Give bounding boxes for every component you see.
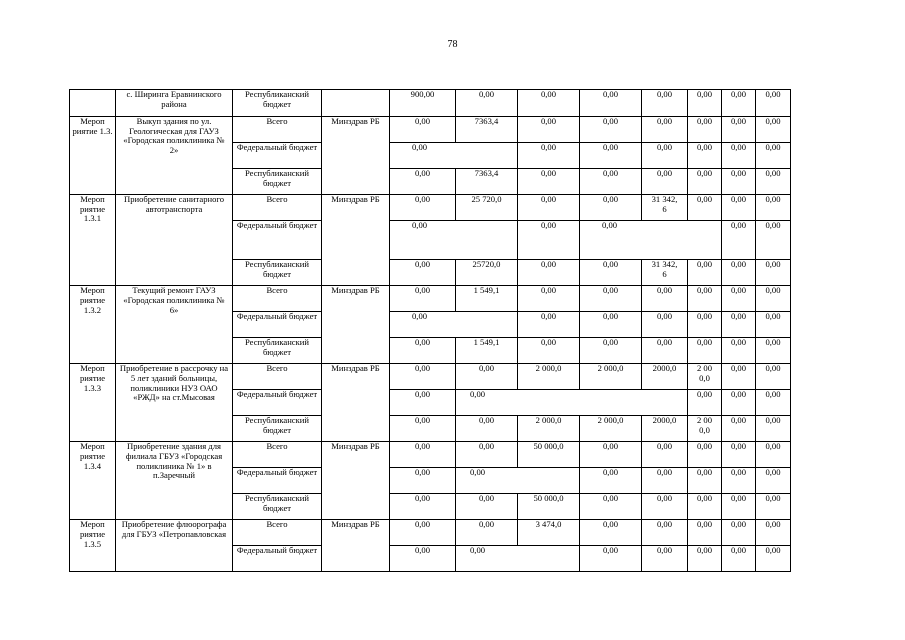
value-cell: 0,00 xyxy=(722,364,756,390)
value-cell: 0,00 xyxy=(456,494,518,520)
value-cell: 0,00 xyxy=(390,195,456,221)
value-cell: 0,00 xyxy=(518,221,580,260)
value-cell: 50 000,0 xyxy=(518,494,580,520)
value-cell: 0,00 xyxy=(642,143,688,169)
value-cell: 0,00 xyxy=(456,442,518,468)
value-cell: 2 000,0 xyxy=(580,364,642,390)
value-cell: 0,00 xyxy=(756,390,791,416)
value-cell: 2 00 0,0 xyxy=(688,364,722,390)
value-cell: 0,00 xyxy=(580,169,642,195)
value-cell: 0,00 xyxy=(390,169,456,195)
value-cell: 0,00 xyxy=(390,338,456,364)
value-cell: 0,00 xyxy=(756,169,791,195)
page-number: 78 xyxy=(447,39,458,50)
value-cell: 0,00 xyxy=(756,195,791,221)
executor-cell: Минздрав РБ xyxy=(322,442,390,520)
funding-source-cell: Федеральный бюджет xyxy=(233,546,322,572)
value-cell: 0,00 xyxy=(580,221,722,260)
value-cell: 0,00 xyxy=(390,494,456,520)
event-cell: Мероп риятие 1.3.1 xyxy=(70,195,116,286)
funding-source-cell: Всего xyxy=(233,520,322,546)
value-cell: 0,00 xyxy=(580,546,642,572)
value-cell: 0,00 xyxy=(580,260,642,286)
value-cell: 0,00 xyxy=(688,312,722,338)
value-cell: 0,00 xyxy=(688,390,722,416)
value-cell: 0,00 xyxy=(722,117,756,143)
funding-source-cell: Федеральный бюджет xyxy=(233,390,322,416)
value-cell: 0,00 xyxy=(642,169,688,195)
funding-source-cell: Федеральный бюджет xyxy=(233,312,322,338)
value-cell: 0,00 xyxy=(518,117,580,143)
value-cell: 0,00 xyxy=(390,416,456,442)
executor-cell xyxy=(322,90,390,117)
value-cell: 0,00 xyxy=(688,520,722,546)
value-cell: 0,00 xyxy=(642,468,688,494)
value-cell: 0,00 xyxy=(688,195,722,221)
table-row xyxy=(70,90,791,117)
table-row xyxy=(70,520,791,546)
value-cell: 0,00 xyxy=(580,442,642,468)
value-cell: 0,00 xyxy=(390,520,456,546)
value-cell: 0,00 xyxy=(722,312,756,338)
value-cell: 0,00 xyxy=(756,90,791,117)
funding-source-cell: Республиканский бюджет xyxy=(233,169,322,195)
value-cell: 25720,0 xyxy=(456,260,518,286)
value-cell: 0,00 xyxy=(756,494,791,520)
value-cell: 0,00 xyxy=(688,442,722,468)
value-cell: 0,00 xyxy=(456,468,580,494)
funding-source-cell: Всего xyxy=(233,364,322,390)
value-cell: 0,00 xyxy=(756,546,791,572)
value-cell: 0,00 xyxy=(642,90,688,117)
value-cell: 1 549,1 xyxy=(456,286,518,312)
value-cell: 25 720,0 xyxy=(456,195,518,221)
value-cell: 0,00 xyxy=(688,286,722,312)
funding-source-cell: Всего xyxy=(233,117,322,143)
value-cell: 0,00 xyxy=(642,338,688,364)
value-cell: 0,00 xyxy=(722,221,756,260)
value-cell: 0,00 xyxy=(580,90,642,117)
value-cell: 0,00 xyxy=(642,546,688,572)
event-cell: Мероп риятие 1.3.4 xyxy=(70,442,116,520)
table-row xyxy=(70,442,791,468)
value-cell: 0,00 xyxy=(390,143,518,169)
value-cell: 50 000,0 xyxy=(518,442,580,468)
value-cell: 0,00 xyxy=(688,546,722,572)
value-cell: 0,00 xyxy=(688,90,722,117)
value-cell: 0,00 xyxy=(756,468,791,494)
value-cell: 0,00 xyxy=(390,286,456,312)
table-row xyxy=(70,195,791,221)
value-cell: 0,00 xyxy=(722,468,756,494)
value-cell: 0,00 xyxy=(756,312,791,338)
event-name-cell: Приобретение санитарного автотранспорта xyxy=(116,195,233,286)
value-cell: 900,00 xyxy=(390,90,456,117)
budget-table xyxy=(69,89,791,572)
value-cell: 0,00 xyxy=(642,312,688,338)
value-cell: 0,00 xyxy=(518,286,580,312)
funding-source-cell: Федеральный бюджет xyxy=(233,143,322,169)
value-cell: 0,00 xyxy=(722,546,756,572)
value-cell: 0,00 xyxy=(722,90,756,117)
value-cell: 0,00 xyxy=(390,468,456,494)
value-cell: 0,00 xyxy=(722,338,756,364)
value-cell: 0,00 xyxy=(518,338,580,364)
executor-cell: Минздрав РБ xyxy=(322,364,390,442)
funding-source-cell: Всего xyxy=(233,195,322,221)
value-cell: 0,00 xyxy=(518,143,580,169)
value-cell: 0,00 xyxy=(688,260,722,286)
funding-source-cell: Всего xyxy=(233,442,322,468)
table-row xyxy=(70,286,791,312)
value-cell: 0,00 xyxy=(688,338,722,364)
executor-cell: Минздрав РБ xyxy=(322,520,390,572)
value-cell: 0,00 xyxy=(722,416,756,442)
value-cell: 0,00 xyxy=(722,143,756,169)
value-cell: 0,00 xyxy=(456,90,518,117)
value-cell: 0,00 xyxy=(580,468,642,494)
event-cell: Мероп риятие 1.3.5 xyxy=(70,520,116,572)
executor-cell: Минздрав РБ xyxy=(322,117,390,195)
funding-source-cell: Республиканский бюджет xyxy=(233,338,322,364)
value-cell: 0,00 xyxy=(756,338,791,364)
value-cell: 7363,4 xyxy=(456,117,518,143)
value-cell: 0,00 xyxy=(756,260,791,286)
value-cell: 2 000,0 xyxy=(580,416,642,442)
value-cell: 0,00 xyxy=(580,286,642,312)
event-cell xyxy=(70,90,116,117)
value-cell: 0,00 xyxy=(722,494,756,520)
funding-source-cell: Федеральный бюджет xyxy=(233,221,322,260)
event-name-cell: Выкуп здания по ул. Геологическая для ГАУЗ «Городская поликлиника № 2» xyxy=(116,117,233,195)
value-cell: 0,00 xyxy=(756,143,791,169)
value-cell: 0,00 xyxy=(580,195,642,221)
funding-source-cell: Республиканский бюджет xyxy=(233,260,322,286)
event-cell: Мероп риятие 1.3. xyxy=(70,117,116,195)
value-cell: 0,00 xyxy=(722,260,756,286)
table-row xyxy=(70,117,791,143)
executor-cell: Минздрав РБ xyxy=(322,195,390,286)
value-cell: 2 000,0 xyxy=(518,416,580,442)
value-cell: 0,00 xyxy=(390,390,456,416)
value-cell: 0,00 xyxy=(688,169,722,195)
value-cell: 0,00 xyxy=(518,312,580,338)
value-cell: 0,00 xyxy=(722,195,756,221)
value-cell: 2000,0 xyxy=(642,364,688,390)
funding-source-cell: Республиканский бюджет xyxy=(233,90,322,117)
value-cell: 0,00 xyxy=(390,312,518,338)
value-cell: 0,00 xyxy=(756,520,791,546)
value-cell: 0,00 xyxy=(580,520,642,546)
event-name-cell: с. Ширинга Еравнинского района xyxy=(116,90,233,117)
value-cell: 1 549,1 xyxy=(456,338,518,364)
value-cell: 0,00 xyxy=(580,338,642,364)
event-cell: Мероп риятие 1.3.2 xyxy=(70,286,116,364)
value-cell: 0,00 xyxy=(722,169,756,195)
value-cell: 2 000,0 xyxy=(518,364,580,390)
value-cell: 31 342, 6 xyxy=(642,260,688,286)
funding-source-cell: Республиканский бюджет xyxy=(233,494,322,520)
value-cell: 0,00 xyxy=(390,364,456,390)
value-cell: 0,00 xyxy=(756,416,791,442)
value-cell: 0,00 xyxy=(390,221,518,260)
value-cell: 0,00 xyxy=(518,260,580,286)
value-cell: 0,00 xyxy=(518,195,580,221)
value-cell: 0,00 xyxy=(722,286,756,312)
value-cell: 0,00 xyxy=(580,494,642,520)
value-cell: 0,00 xyxy=(722,442,756,468)
event-cell: Мероп риятие 1.3.3 xyxy=(70,364,116,442)
value-cell: 0,00 xyxy=(642,286,688,312)
funding-source-cell: Всего xyxy=(233,286,322,312)
value-cell: 0,00 xyxy=(688,468,722,494)
value-cell: 0,00 xyxy=(390,546,456,572)
value-cell: 0,00 xyxy=(390,260,456,286)
value-cell: 2 00 0,0 xyxy=(688,416,722,442)
value-cell: 0,00 xyxy=(756,117,791,143)
value-cell: 0,00 xyxy=(688,117,722,143)
value-cell: 0,00 xyxy=(642,442,688,468)
value-cell: 0,00 xyxy=(456,546,580,572)
value-cell: 0,00 xyxy=(580,312,642,338)
table-row xyxy=(70,364,791,390)
value-cell: 0,00 xyxy=(688,143,722,169)
value-cell: 0,00 xyxy=(456,416,518,442)
value-cell: 0,00 xyxy=(756,364,791,390)
value-cell: 0,00 xyxy=(390,117,456,143)
value-cell: 0,00 xyxy=(580,117,642,143)
value-cell: 0,00 xyxy=(642,117,688,143)
event-name-cell: Приобретение здания для филиала ГБУЗ «Городская поликлиника № 1» в п.Заречный xyxy=(116,442,233,520)
event-name-cell: Текущий ремонт ГАУЗ «Городская поликлиника № 6» xyxy=(116,286,233,364)
value-cell: 0,00 xyxy=(456,364,518,390)
value-cell: 0,00 xyxy=(722,520,756,546)
value-cell: 0,00 xyxy=(642,520,688,546)
funding-source-cell: Республиканский бюджет xyxy=(233,416,322,442)
value-cell: 0,00 xyxy=(390,442,456,468)
value-cell: 0,00 xyxy=(518,90,580,117)
value-cell: 2000,0 xyxy=(642,416,688,442)
funding-source-cell: Федеральный бюджет xyxy=(233,468,322,494)
value-cell: 0,00 xyxy=(456,390,688,416)
value-cell: 0,00 xyxy=(580,143,642,169)
value-cell: 7363,4 xyxy=(456,169,518,195)
value-cell: 0,00 xyxy=(456,520,518,546)
executor-cell: Минздрав РБ xyxy=(322,286,390,364)
value-cell: 0,00 xyxy=(756,286,791,312)
value-cell: 0,00 xyxy=(756,221,791,260)
value-cell: 0,00 xyxy=(642,494,688,520)
value-cell: 0,00 xyxy=(688,494,722,520)
event-name-cell: Приобретение в рассрочку на 5 лет зданий больницы, поликлиники НУЗ ОАО «РЖД» на ст.Мысовая xyxy=(116,364,233,442)
value-cell: 0,00 xyxy=(518,169,580,195)
value-cell: 0,00 xyxy=(722,390,756,416)
value-cell: 0,00 xyxy=(756,442,791,468)
value-cell: 31 342, 6 xyxy=(642,195,688,221)
value-cell: 3 474,0 xyxy=(518,520,580,546)
event-name-cell: Приобретение флюорографа для ГБУЗ «Петропавловская xyxy=(116,520,233,572)
